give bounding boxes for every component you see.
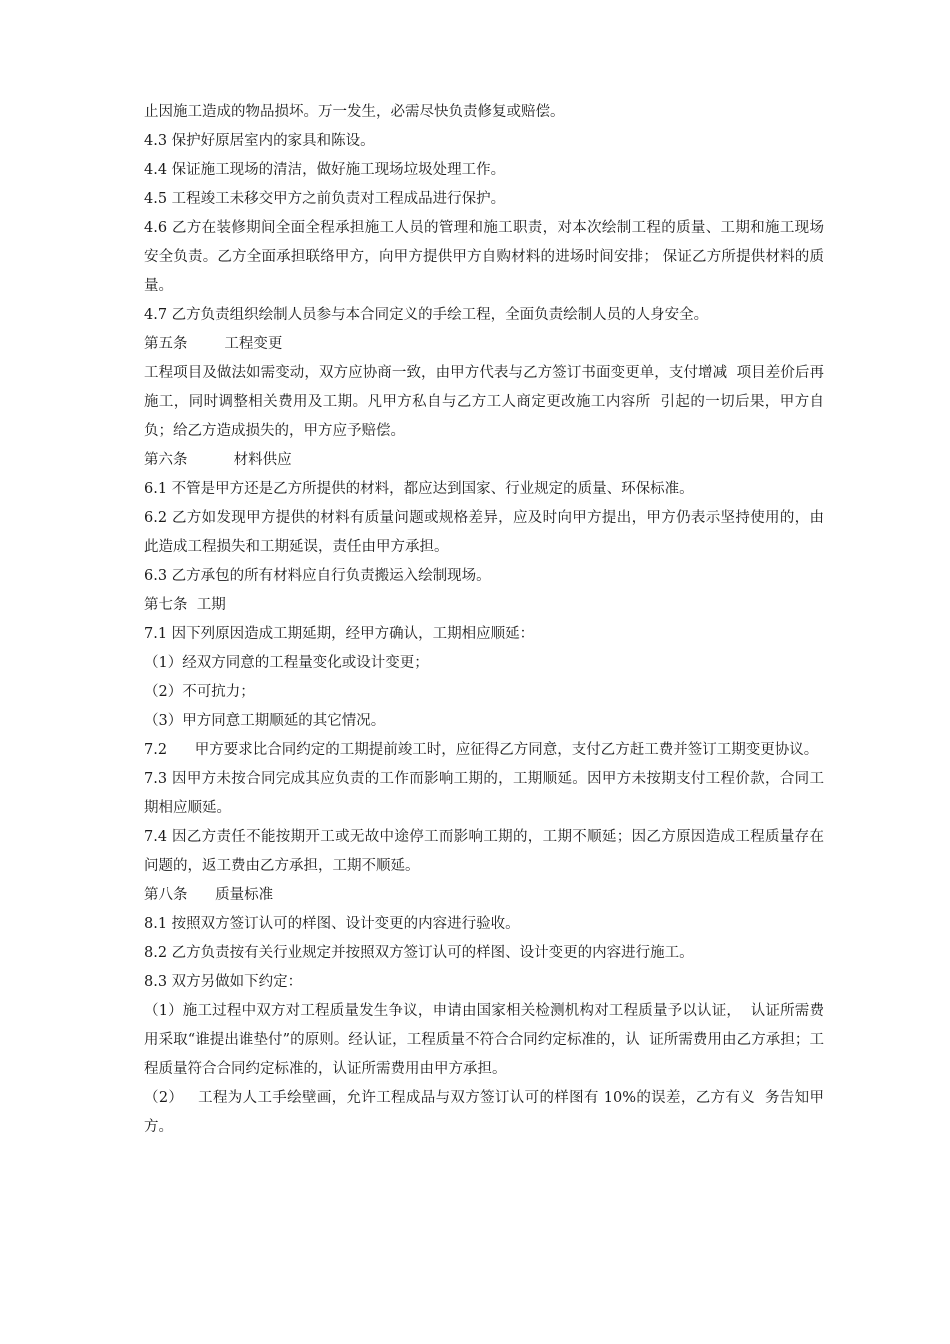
- clause-4-7: 4.7 乙方负责组织绘制人员参与本合同定义的手绘工程，全面负责绘制人员的人身安全。: [144, 307, 709, 323]
- article-6-heading: 第六条 材料供应: [144, 452, 292, 468]
- clause-7-2: 7.2 甲方要求比合同约定的工期提前竣工时，应征得乙方同意，支付乙方赶工费并签订工期变更协议。: [144, 742, 819, 758]
- clause-7-4: 7.4 因乙方责任不能按期开工或无故中途停工而影响工期的，工期不顺延；因乙方原因造成工程质量存在问题的，返工费由乙方承担，工期不顺延。: [144, 829, 824, 874]
- document-page: [144, 98, 824, 1142]
- article-5-heading: 第五条 工程变更: [144, 336, 283, 352]
- clause-6-3: 6.3 乙方承包的所有材料应自行负责搬运入绘制现场。: [144, 568, 491, 584]
- article-5-body: 工程项目及做法如需变动，双方应协商一致，由甲方代表与乙方签订书面变更单，支付增减 项目差价后再施工，同时调整相关费用及工期。凡甲方私自与乙方工人商定更改施工内容所 引起的一切后果，甲方自负；给乙方造成损失的，甲方应予赔偿。: [144, 365, 824, 439]
- article-8-heading: 第八条 质量标准: [144, 887, 274, 903]
- clause-6-2: 6.2 乙方如发现甲方提供的材料有质量问题或规格差异，应及时向甲方提出，甲方仍表示坚持使用的，由此造成工程损失和工期延误，责任由甲方承担。: [144, 510, 824, 555]
- article-7-heading: 第七条 工期: [144, 597, 226, 613]
- clause-8-3-item-1: （1）施工过程中双方对工程质量发生争议，申请由国家相关检测机构对工程质量予以认证， 认证所需费用采取“谁提出谁垫付”的原则。经认证，工程质量不符合合同约定标准的，认 证所需费用由乙方承担；工程质量符合合同约定标准的，认证所需费用由甲方承担。: [144, 1003, 824, 1077]
- clause-7-3: 7.3 因甲方未按合同完成其应负责的工作而影响工期的，工期顺延。因甲方未按期支付工程价款，合同工期相应顺延。: [144, 771, 824, 816]
- clause-4-6: 4.6 乙方在装修期间全面全程承担施工人员的管理和施工职责，对本次绘制工程的质量、工期和施工现场安全负责。乙方全面承担联络甲方，向甲方提供甲方自购材料的进场时间安排； 保证乙方所提供材料的质量。: [144, 220, 824, 294]
- clause-4-5: 4.5 工程竣工未移交甲方之前负责对工程成品进行保护。: [144, 191, 506, 207]
- paragraph-damage-continuation: 止因施工造成的物品损坏。万一发生，必需尽快负责修复或赔偿。: [144, 104, 565, 120]
- clause-7-1-item-3: （3）甲方同意工期顺延的其它情况。: [144, 713, 386, 729]
- clause-4-4: 4.4 保证施工现场的清洁，做好施工现场垃圾处理工作。: [144, 162, 506, 178]
- clause-7-1: 7.1 因下列原因造成工期延期，经甲方确认，工期相应顺延：: [144, 626, 535, 642]
- clause-6-1: 6.1 不管是甲方还是乙方所提供的材料，都应达到国家、行业规定的质量、环保标准。: [144, 481, 694, 497]
- clause-8-2: 8.2 乙方负责按有关行业规定并按照双方签订认可的样图、设计变更的内容进行施工。: [144, 945, 694, 961]
- clause-7-1-item-2: （2）不可抗力；: [144, 684, 255, 700]
- clause-7-1-item-1: （1）经双方同意的工程量变化或设计变更；: [144, 655, 429, 671]
- clause-4-3: 4.3 保护好原居室内的家具和陈设。: [144, 133, 375, 149]
- clause-8-3: 8.3 双方另做如下约定：: [144, 974, 303, 990]
- clause-8-3-item-2: （2） 工程为人工手绘壁画，允许工程成品与双方签订认可的样图有 10%的误差，乙方有义 务告知甲方。: [144, 1090, 824, 1135]
- clause-8-1: 8.1 按照双方签订认可的样图、设计变更的内容进行验收。: [144, 916, 520, 932]
